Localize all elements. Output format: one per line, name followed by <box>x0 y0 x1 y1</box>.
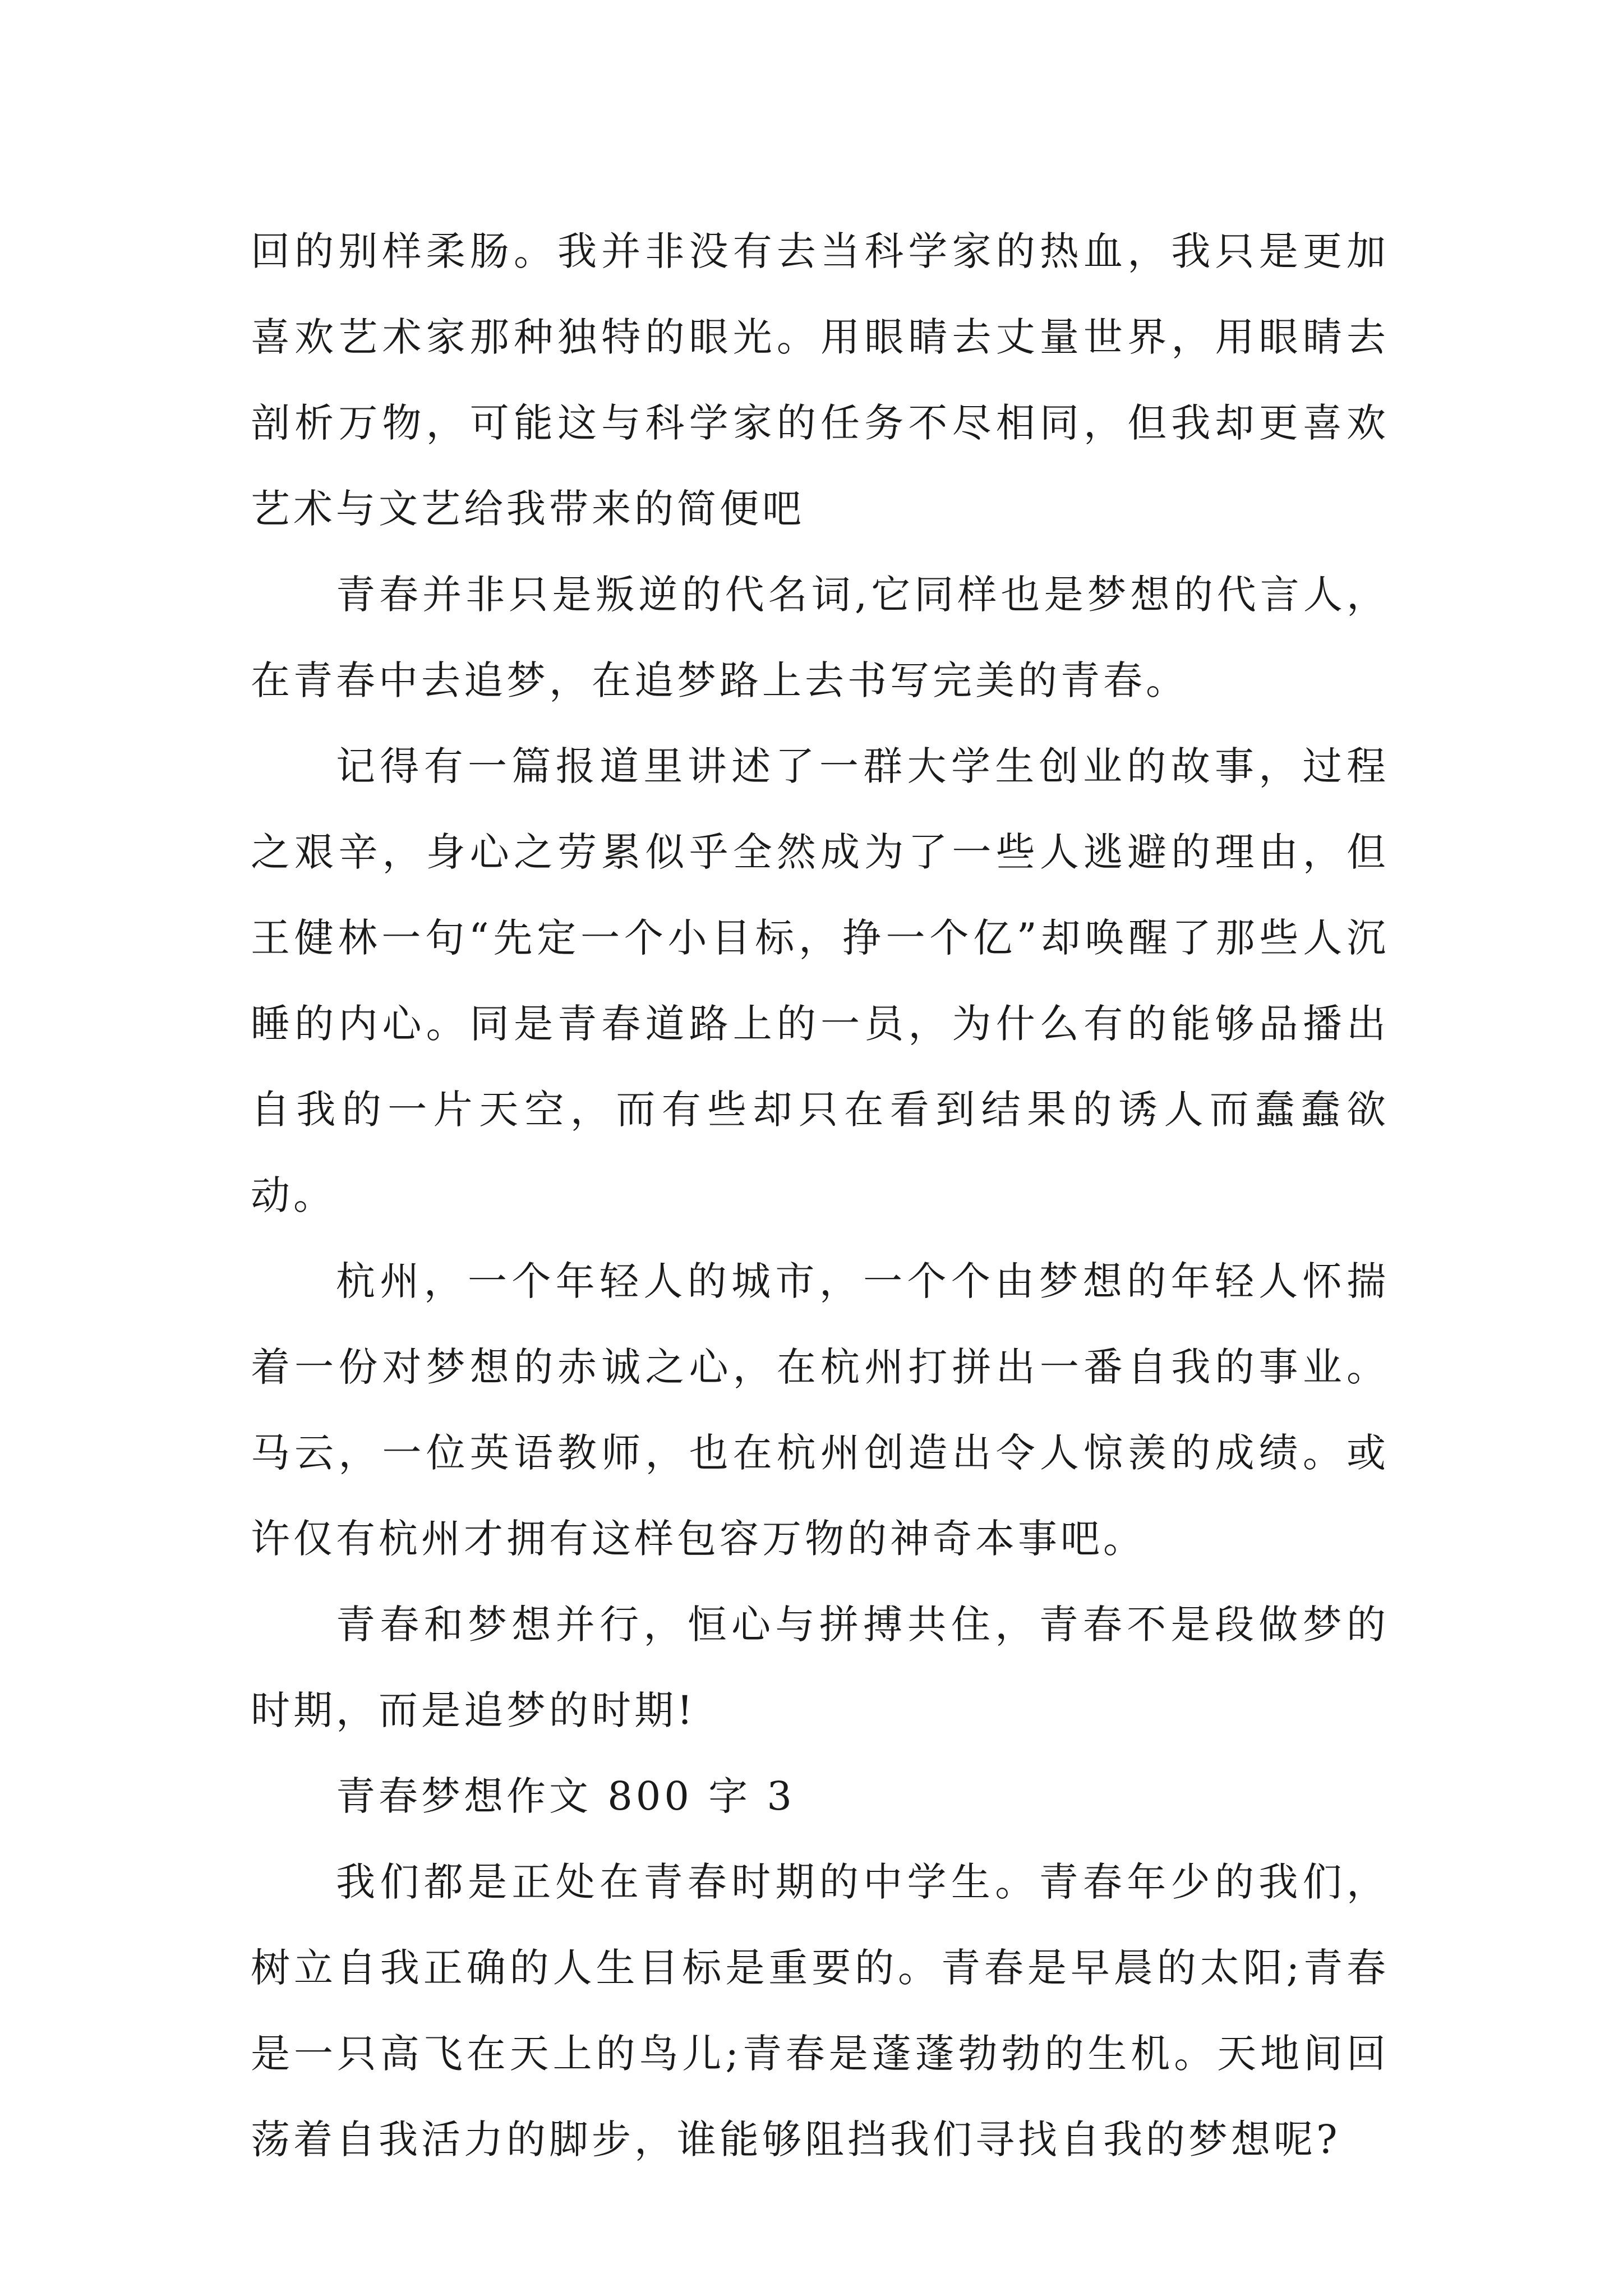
section-heading: 青春梦想作文 800 字 3 <box>336 1773 795 1819</box>
paragraph-hangzhou: 杭州，一个年轻人的城市，一个个由梦想的年轻人怀揣着一份对梦想的赤诚之心，在杭州打拼出一番自我的事业。马云，一位英语教师，也在杭州创造出令人惊羡的成绩。或许仅有杭州才拥有这样包容万物的神奇本事吧。 <box>251 1258 1389 1562</box>
paragraph-students: 我们都是正处在青春时期的中学生。青春年少的我们，树立自我正确的人生目标是重要的。青春是早晨的太阳;青春是一只高飞在天上的鸟儿;青春是蓬蓬勃勃的生机。天地间回荡着自我活力的脚步，谁能够阻挡我们寻找自我的梦想呢? <box>251 1859 1389 2162</box>
paragraph-youth-dream: 青春并非只是叛逆的代名词,它同样也是梦想的代言人，在青春中去追梦，在追梦路上去书写完美的青春。 <box>251 572 1389 703</box>
paragraph-pursuit: 青春和梦想并行，恒心与拼搏共住，青春不是段做梦的时期，而是追梦的时期! <box>251 1602 1389 1733</box>
paragraph-entrepreneurs: 记得有一篇报道里讲述了一群大学生创业的故事，过程之艰辛，身心之劳累似乎全然成为了一些人逃避的理由，但王健林一句“先定一个小目标，挣一个亿”却唤醒了那些人沉睡的内心。同是青春道路上的一员，为什么有的能够品播出自我的一片天空，而有些却只在看到结果的诱人而蠢蠢欲动。 <box>251 743 1389 1218</box>
paragraph-continuation: 回的别样柔肠。我并非没有去当科学家的热血，我只是更加喜欢艺术家那种独特的眼光。用眼睛去丈量世界，用眼睛去剖析万物，可能这与科学家的任务不尽相同，但我却更喜欢艺术与文艺给我带来的简便吧 <box>251 228 1389 532</box>
document-body <box>251 209 1389 2183</box>
